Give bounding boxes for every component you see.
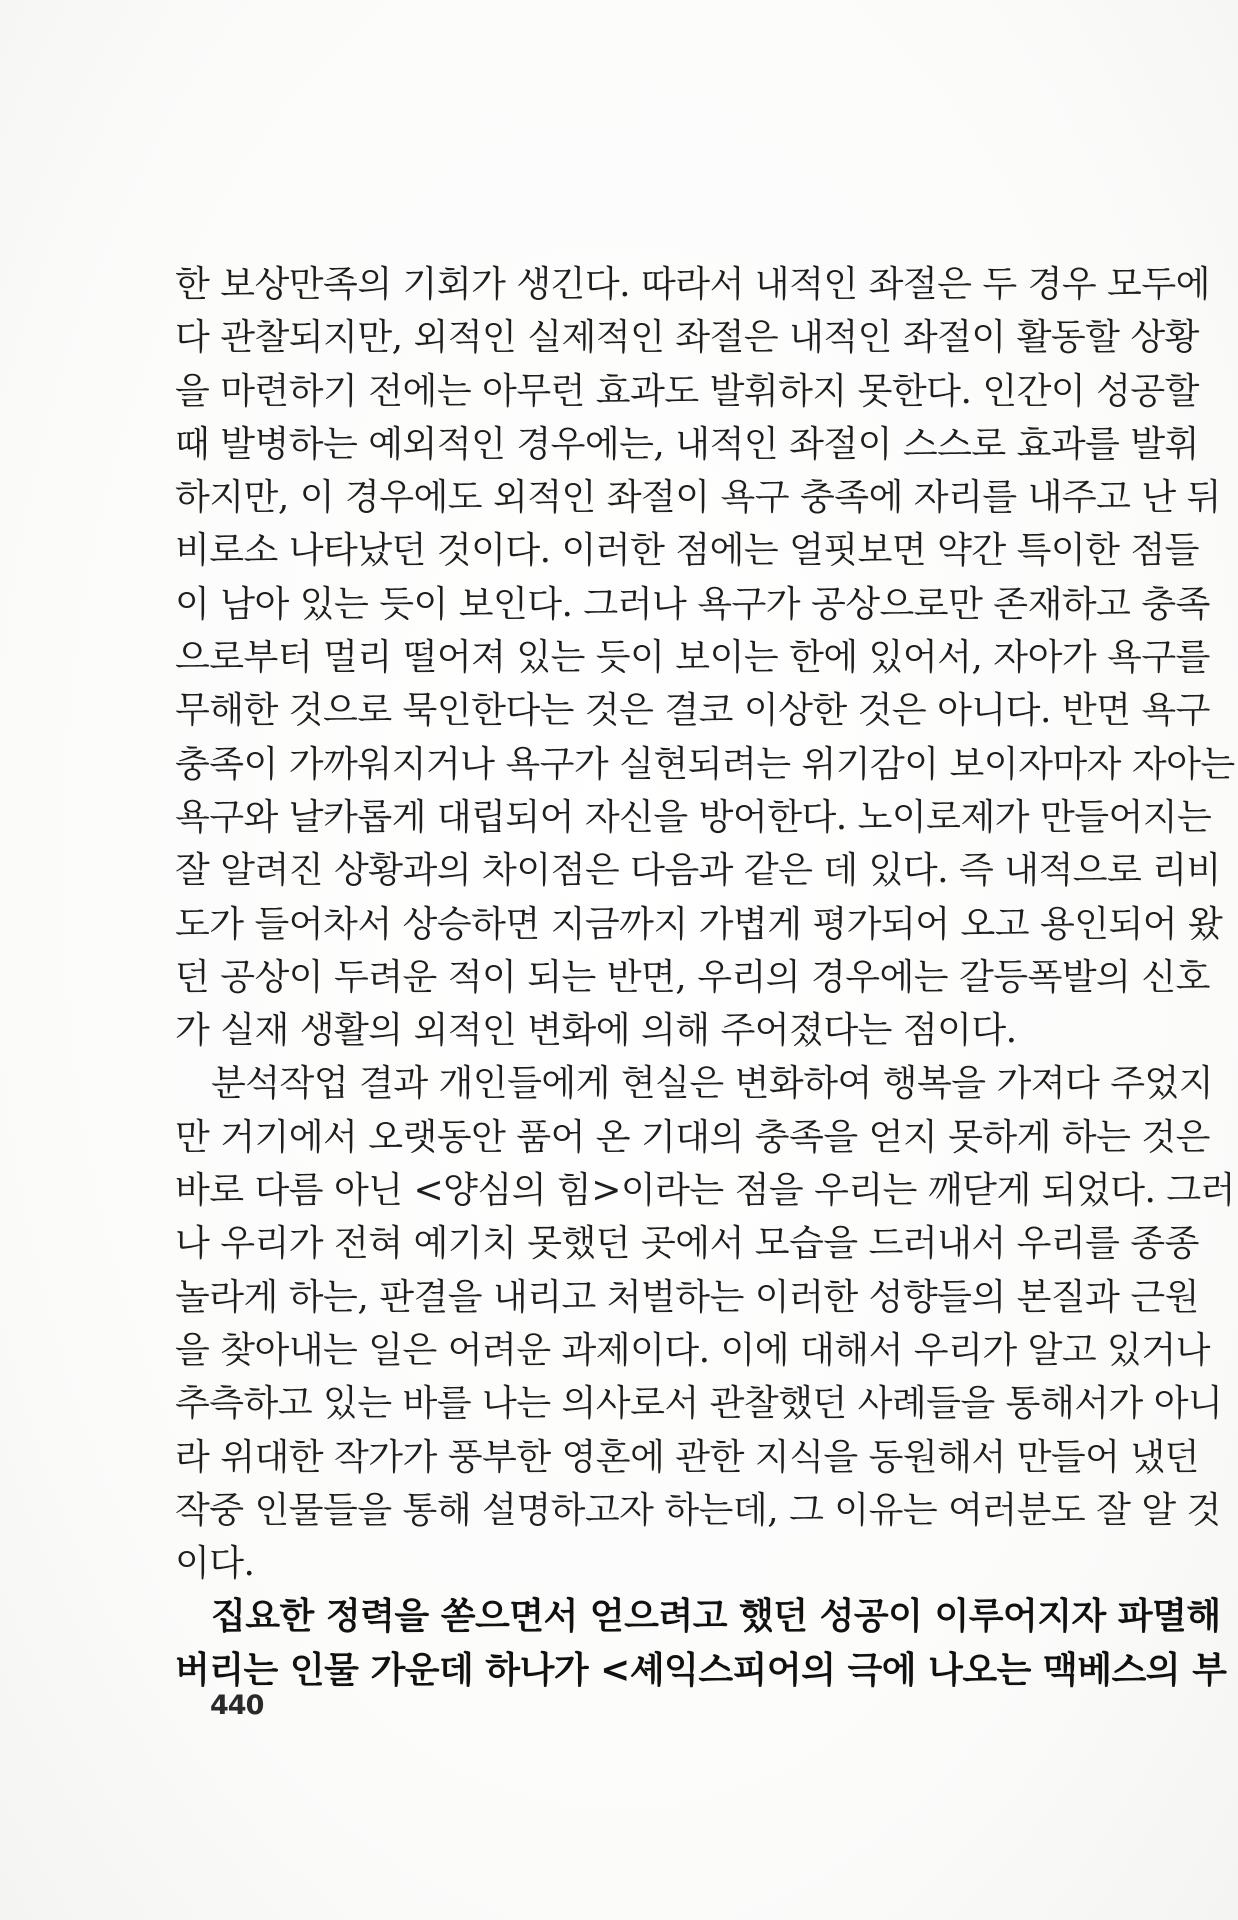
text-line: 을 찾아내는 일은 어려운 과제이다. 이에 대해서 우리가 알고 있거나: [175, 1329, 1210, 1371]
text-line: 던 공상이 두려운 적이 되는 반면, 우리의 경우에는 갈등폭발의 신호: [175, 956, 1210, 998]
text-line: 라 위대한 작가가 풍부한 영혼에 관한 지식을 동원해서 만들어 냈던: [175, 1436, 1199, 1478]
text-line: 잘 알려진 상황과의 차이점은 다음과 같은 데 있다. 즉 내적으로 리비: [175, 850, 1221, 892]
text-line: 때 발병하는 예외적인 경우에는, 내적인 좌절이 스스로 효과를 발휘: [175, 423, 1199, 465]
text-line: 무해한 것으로 묵인한다는 것은 결코 이상한 것은 아니다. 반면 욕구: [175, 690, 1210, 732]
text-line: 으로부터 멀리 떨어져 있는 듯이 보이는 한에 있어서, 자아가 욕구를: [175, 637, 1210, 679]
text-line: 추측하고 있는 바를 나는 의사로서 관찰했던 사례들을 통해서가 아니: [175, 1383, 1223, 1425]
text-line: 버리는 인물 가운데 하나가 <셰익스피어의 극에 나오는 맥베스의 부: [175, 1648, 1227, 1691]
text-line: 이다.: [175, 1543, 255, 1585]
text-line: 다 관찰되지만, 외적인 실제적인 좌절은 내적인 좌절이 활동할 상황: [175, 317, 1199, 359]
body-text: [175, 258, 1235, 1697]
text-line: 욕구와 날카롭게 대립되어 자신을 방어한다. 노이로제가 만들어지는: [175, 796, 1212, 838]
text-line: 이 남아 있는 듯이 보인다. 그러나 욕구가 공상으로만 존재하고 충족: [175, 583, 1210, 625]
text-line: 놀라게 하는, 판결을 내리고 처벌하는 이러한 성향들의 본질과 근원: [175, 1276, 1199, 1318]
text-line: 한 보상만족의 기회가 생긴다. 따라서 내적인 좌절은 두 경우 모두에: [175, 264, 1210, 305]
text-line: 만 거기에서 오랫동안 품어 온 기대의 충족을 얻지 못하게 하는 것은: [175, 1116, 1210, 1158]
text-line: 비로소 나타났던 것이다. 이러한 점에는 얼핏보면 약간 특이한 점들: [175, 530, 1199, 572]
text-line: 작중 인물들을 통해 설명하고자 하는데, 그 이유는 여러분도 잘 알 것: [175, 1489, 1221, 1531]
page-number: 440: [210, 1690, 264, 1721]
text-line: 충족이 가까워지거나 욕구가 실현되려는 위기감이 보이자마자 자아는: [175, 743, 1235, 785]
text-line: 을 마련하기 전에는 아무런 효과도 발휘하지 못한다. 인간이 성공할: [175, 370, 1199, 412]
text-line: 가 실재 생활의 외적인 변화에 의해 주어졌다는 점이다.: [175, 1010, 1017, 1052]
text-line: 바로 다름 아닌 <양심의 힘>이라는 점을 우리는 깨닫게 되었다. 그러: [175, 1170, 1235, 1212]
text-line: 나 우리가 전혀 예기치 못했던 곳에서 모습을 드러내서 우리를 종종: [175, 1223, 1199, 1265]
text-line: 하지만, 이 경우에도 외적인 좌절이 욕구 충족에 자리를 내주고 난 뒤: [175, 477, 1221, 519]
text-line: 도가 들어차서 상승하면 지금까지 가볍게 평가되어 오고 용인되어 왔: [175, 903, 1223, 945]
paragraph-start-line: 집요한 정력을 쏟으면서 얻으려고 했던 성공이 이루어지자 파멸해: [211, 1595, 1221, 1638]
paragraph-start-line: 분석작업 결과 개인들에게 현실은 변화하여 행복을 가져다 주었지: [211, 1063, 1214, 1105]
